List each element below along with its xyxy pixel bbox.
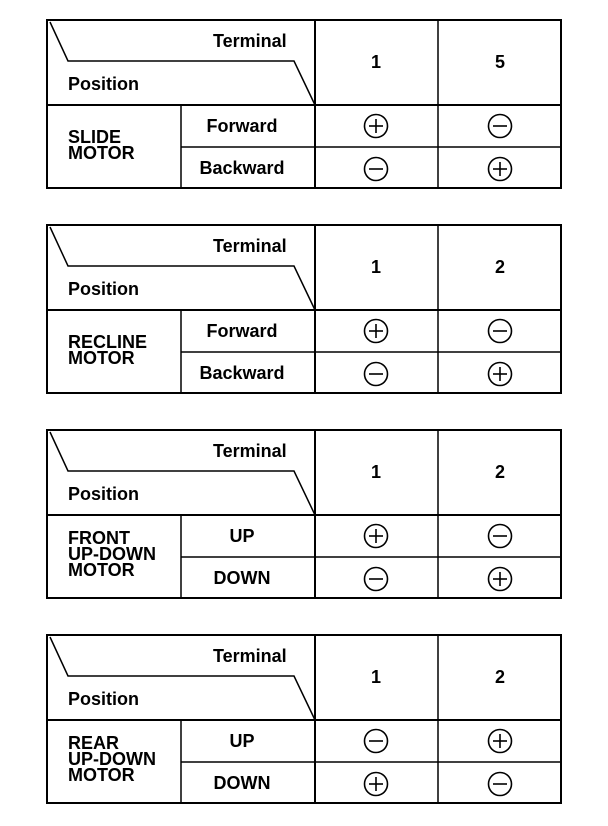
position-header-label: Position xyxy=(68,279,139,299)
minus-icon xyxy=(363,566,389,592)
motor-name-line: MOTOR xyxy=(68,348,135,368)
row-label: Forward xyxy=(206,116,278,136)
motor-name-line: UP-DOWN xyxy=(68,749,156,769)
table-grid xyxy=(46,224,562,394)
row-label: DOWN xyxy=(213,568,271,588)
plus-icon xyxy=(363,318,389,344)
terminal-number: 1 xyxy=(370,52,382,72)
terminal-number: 5 xyxy=(494,52,506,72)
plus-icon xyxy=(363,771,389,797)
minus-icon xyxy=(487,523,513,549)
terminal-table-recline-motor xyxy=(46,224,562,394)
motor-name-line: REAR xyxy=(68,733,120,753)
plus-icon xyxy=(487,156,513,182)
terminal-table-slide-motor xyxy=(46,19,562,189)
minus-icon xyxy=(487,113,513,139)
motor-name xyxy=(68,530,156,578)
minus-icon xyxy=(487,318,513,344)
motor-name xyxy=(68,334,147,366)
row-label: UP xyxy=(229,731,255,751)
minus-icon xyxy=(363,728,389,754)
minus-icon xyxy=(363,156,389,182)
terminal-table-rear-up-down-motor xyxy=(46,634,562,804)
terminal-number: 1 xyxy=(370,462,382,482)
plus-icon xyxy=(363,523,389,549)
motor-name-line: MOTOR xyxy=(68,560,135,580)
plus-icon xyxy=(487,728,513,754)
motor-name-line: FRONT xyxy=(68,528,130,548)
motor-name-line: SLIDE xyxy=(68,127,122,147)
plus-icon xyxy=(487,566,513,592)
table-grid xyxy=(46,19,562,189)
terminal-number: 1 xyxy=(370,257,382,277)
terminal-number: 1 xyxy=(370,667,382,687)
motor-name-line: UP-DOWN xyxy=(68,544,156,564)
motor-name-line: MOTOR xyxy=(68,143,135,163)
row-label: Forward xyxy=(206,321,278,341)
motor-name xyxy=(68,735,156,783)
plus-icon xyxy=(487,361,513,387)
row-label: UP xyxy=(229,526,255,546)
terminal-header-label: Terminal xyxy=(213,31,287,51)
row-label: Backward xyxy=(199,158,285,178)
terminal-table-front-up-down-motor xyxy=(46,429,562,599)
row-label: DOWN xyxy=(213,773,271,793)
terminal-number: 2 xyxy=(494,462,506,482)
row-label: Backward xyxy=(199,363,285,383)
motor-name-line: RECLINE xyxy=(68,332,148,352)
minus-icon xyxy=(363,361,389,387)
motor-name-line: MOTOR xyxy=(68,765,135,785)
minus-icon xyxy=(487,771,513,797)
terminal-number: 2 xyxy=(494,667,506,687)
position-header-label: Position xyxy=(68,689,139,709)
motor-name xyxy=(68,129,135,161)
terminal-number: 2 xyxy=(494,257,506,277)
terminal-header-label: Terminal xyxy=(213,236,287,256)
plus-icon xyxy=(363,113,389,139)
terminal-header-label: Terminal xyxy=(213,646,287,666)
position-header-label: Position xyxy=(68,484,139,504)
terminal-header-label: Terminal xyxy=(213,441,287,461)
position-header-label: Position xyxy=(68,74,139,94)
